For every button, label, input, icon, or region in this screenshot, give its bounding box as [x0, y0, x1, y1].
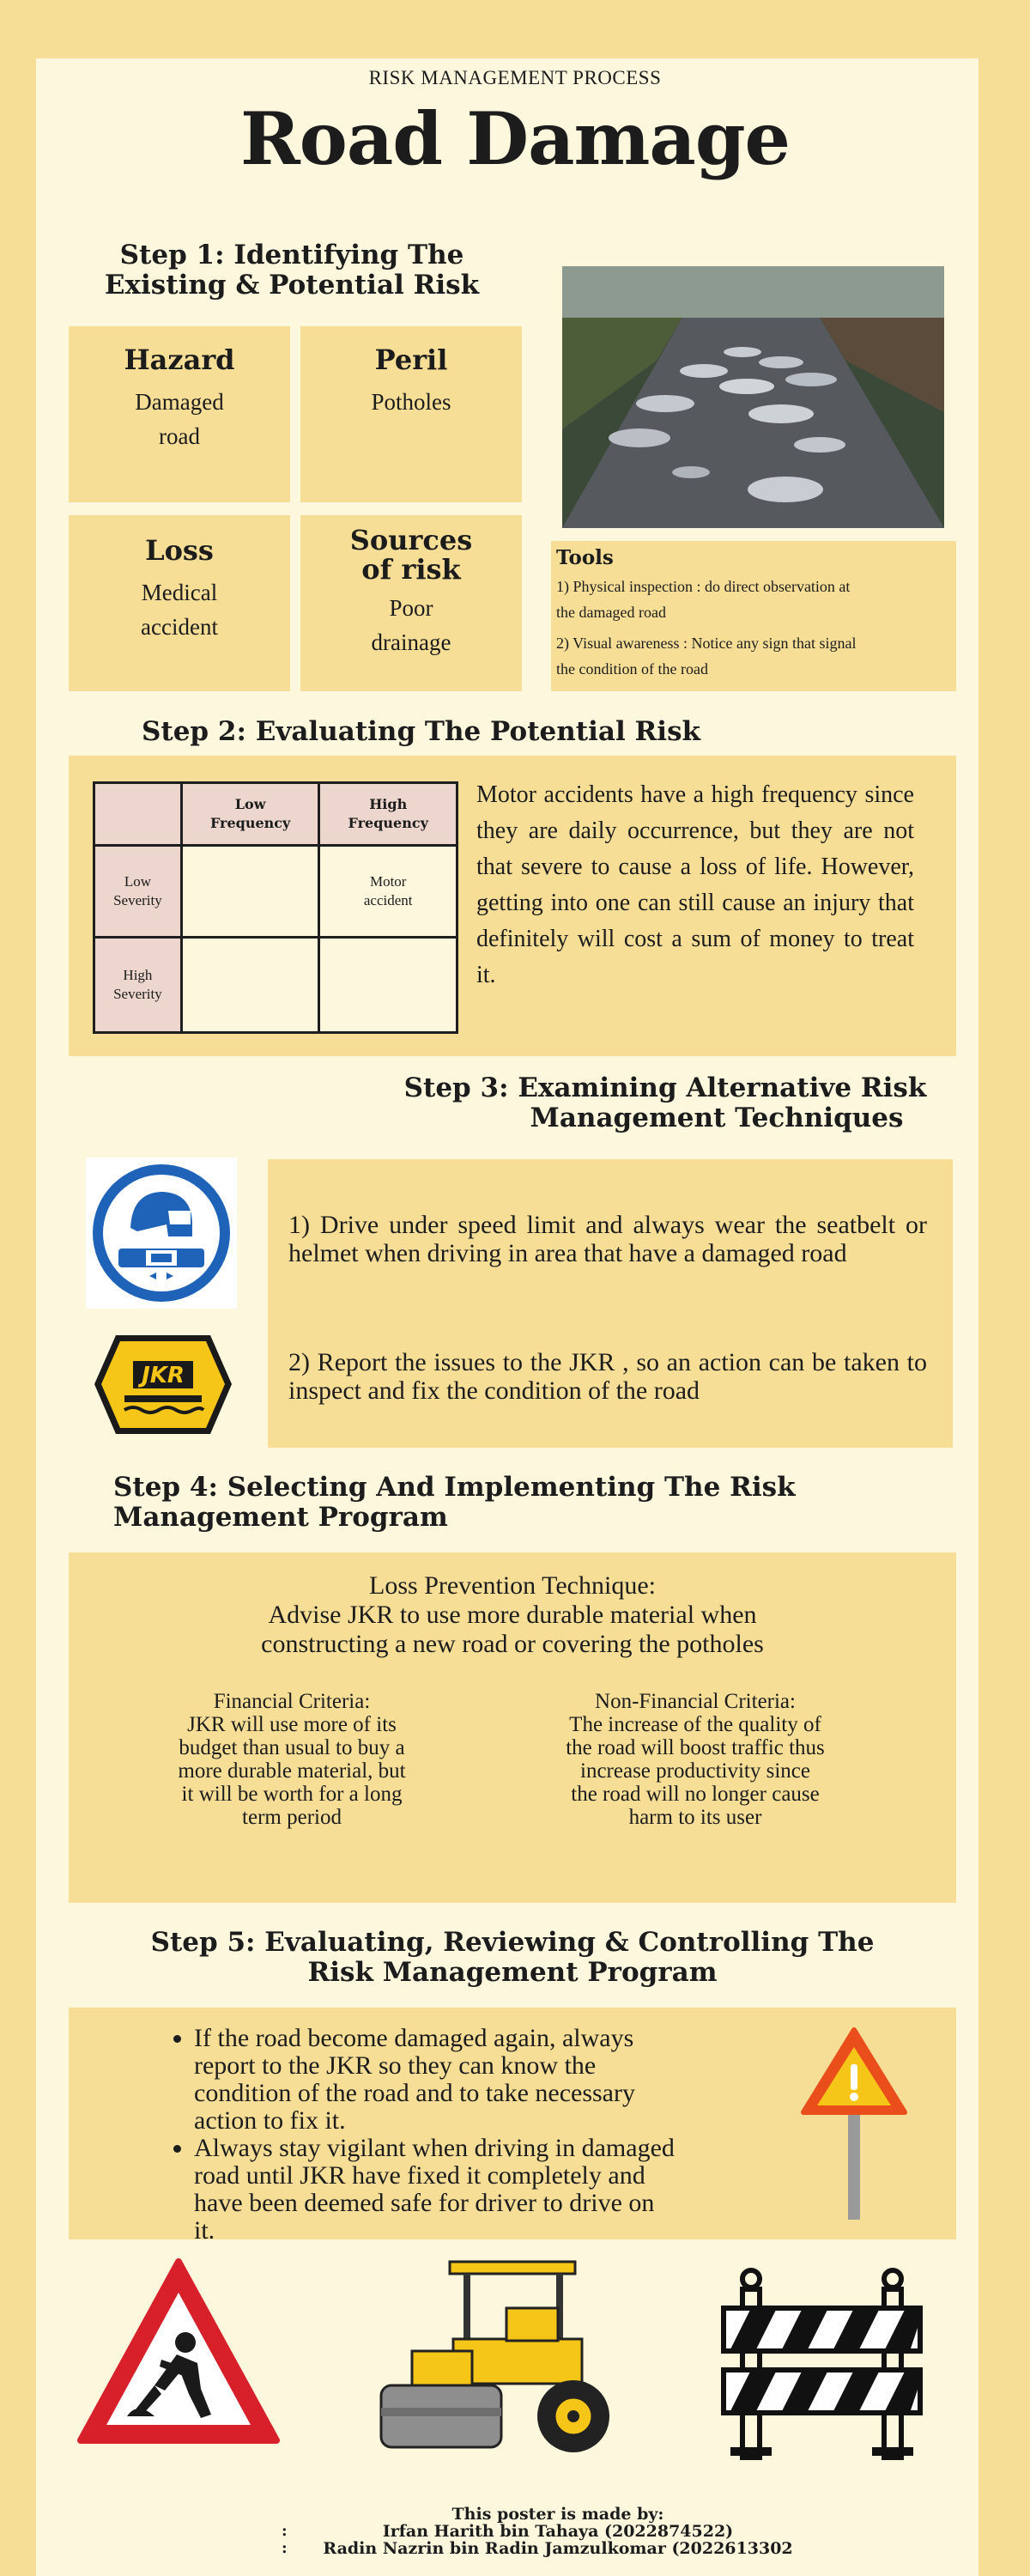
risk-matrix — [93, 781, 458, 1034]
list-item: • Always stay vigilant when driving in damaged road until JKR have fixed it completely and have been deemed safe for driver to drive on it. — [194, 2135, 675, 2245]
loss-card: Loss Medical accident — [69, 515, 290, 691]
damaged-road-photo — [562, 266, 944, 528]
poster-kicker: RISK MANAGEMENT PROCESS — [368, 67, 662, 88]
credit-bullet: : — [282, 2522, 288, 2540]
tools-box: Tools 1) Physical inspection : do direct observation at the damaged road 2) Visual awareness : Notice any sign that signal the condition of the road — [551, 541, 956, 691]
step5-title: Step 5: Evaluating, Reviewing & Controlling The Risk Management Program — [150, 1927, 875, 1988]
matrix-cell — [319, 938, 457, 1033]
peril-card: Peril Potholes — [300, 326, 522, 502]
jkr-logo-text: JKR — [142, 1363, 185, 1388]
credit-bullet: : — [282, 2539, 288, 2557]
matrix-col-low-frequency: Low Frequency — [181, 783, 319, 846]
step5-bullet-list — [161, 2025, 675, 2245]
matrix-cell — [181, 845, 319, 938]
matrix-corner — [94, 783, 182, 846]
step4-box: Loss Prevention Technique: Advise JKR to use more durable material when constructing a new road or covering the potholes Financial Criteria: JKR will use more of its budget than usual to buy a more durable material, but it will be worth for a long term period Non-Financial Criteria: The increase of the quality of the road will boost traffic thus increase productivity since the road will no longer cause harm to its user — [69, 1552, 956, 1903]
road-barrier-icon — [717, 2267, 927, 2460]
jkr-logo-icon — [90, 1331, 236, 1438]
step3-box: 1) Drive under speed limit and always wear the seatbelt or helmet when driving in area that have a damaged road 2) Report the issues to the JKR , so an action can be taken to inspect and fix the condition of the road — [268, 1159, 953, 1448]
matrix-cell-motor-accident: Motor accident — [319, 845, 457, 938]
road-work-sign-icon — [76, 2257, 282, 2447]
step3-title: Step 3: Examining Alternative Risk Management Techniques — [403, 1072, 927, 1133]
credits: This poster is made by: Irfan Harith bin Tahaya (2022874522) — [382, 2505, 734, 2541]
step4-title: Step 4: Selecting And Implementing The Risk Management Program — [113, 1472, 796, 1533]
list-item: • If the road become damaged again, always report to the JKR so they can know the condition of the road and to take necessary action to fix it. — [194, 2025, 675, 2135]
financial-criteria: Financial Criteria: JKR will use more of its budget than usual to buy a more durable material, but it will be worth for a long term period — [178, 1690, 406, 1829]
matrix-row-low-severity: Low Severity — [94, 845, 182, 938]
credits-line3: Radin Nazrin bin Radin Jamzulkomar (2022613302 — [323, 2539, 793, 2558]
helmet-seatbelt-icon — [86, 1157, 237, 1309]
non-financial-criteria: Non-Financial Criteria: The increase of the quality of the road will boost traffic thus increase productivity since the road will no longer cause harm to its user — [566, 1690, 825, 1829]
hazard-card: Hazard Damaged road — [69, 326, 290, 502]
matrix-row-high-severity: High Severity — [94, 938, 182, 1033]
sources-of-risk-card: Sources of risk Poor drainage — [300, 515, 522, 691]
matrix-cell — [181, 938, 319, 1033]
road-roller-icon — [378, 2257, 635, 2458]
matrix-col-high-frequency: High Frequency — [319, 783, 457, 846]
step2-title: Step 2: Evaluating The Potential Risk — [142, 716, 701, 747]
poster-title: Road Damage — [240, 96, 790, 181]
step1-title: Step 1: Identifying The Existing & Potential Risk — [104, 240, 480, 301]
step2-text: Motor accidents have a high frequency since they are daily occurrence, but they are not that severe to cause a loss of life. However, getting into one can still cause an injury that definitely will cost a sum of money to treat it. — [476, 781, 914, 988]
warning-sign-icon — [798, 2026, 910, 2220]
